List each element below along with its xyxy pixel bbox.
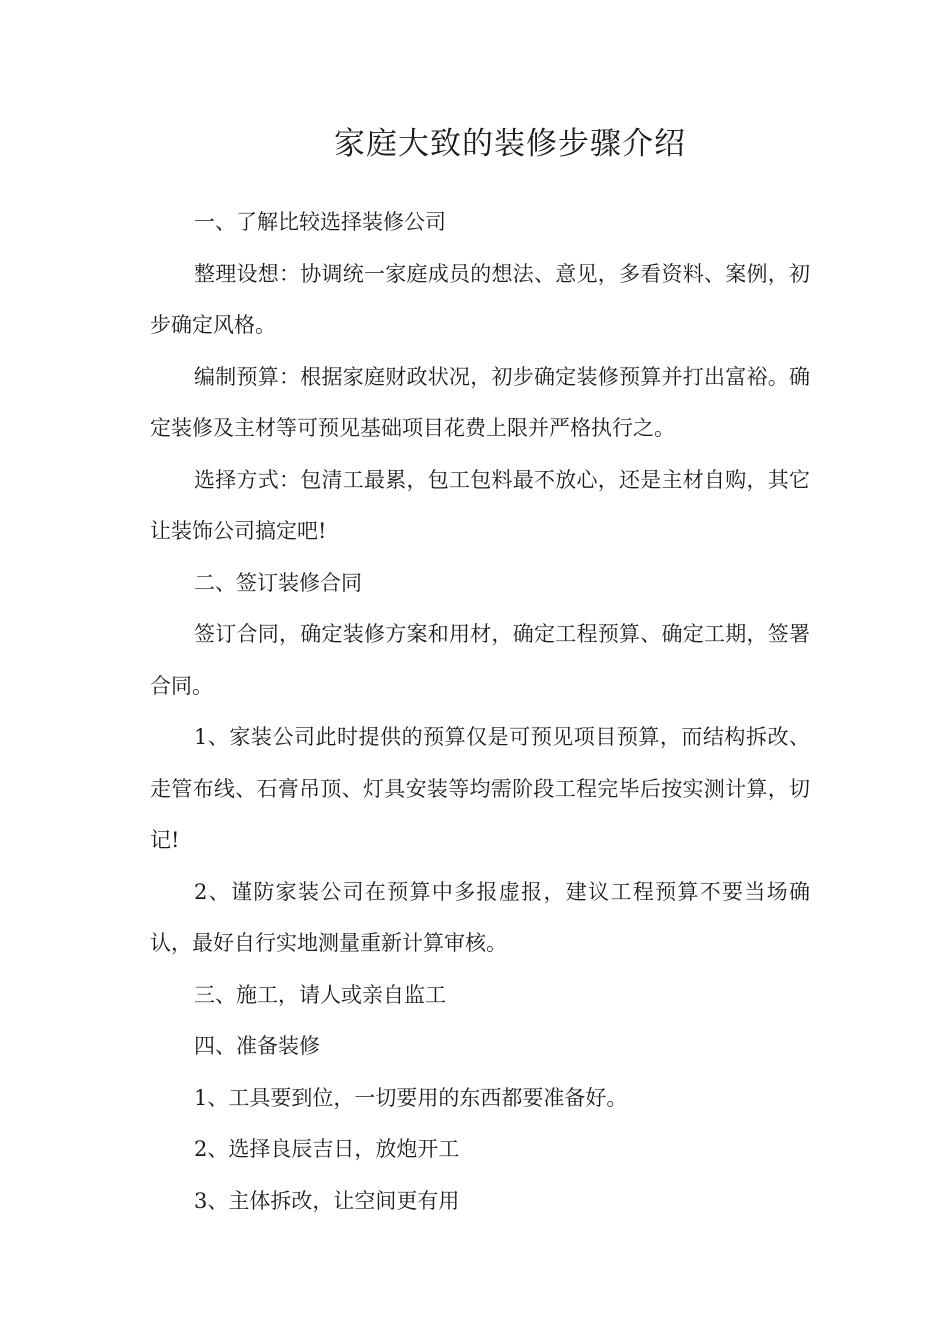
- body-paragraph: 选择方式：包清工最累，包工包料最不放心，还是主材自购，其它让装饰公司搞定吧!: [150, 467, 810, 543]
- body-paragraph: 整理设想：协调统一家庭成员的想法、意见，多看资料、案例，初步确定风格。: [150, 261, 810, 337]
- document-body: [150, 197, 810, 1227]
- body-paragraph: 1、家装公司此时提供的预算仅是可预见项目预算，而结构拆改、走管布线、石膏吊顶、灯具安装等均需阶段工程完毕后按实测计算，切记!: [150, 725, 810, 852]
- body-paragraph: 编制预算：根据家庭财政状况，初步确定装修预算并打出富裕。确定装修及主材等可预见基础项目花费上限并严格执行之。: [150, 364, 810, 440]
- section-heading-1: 一、了解比较选择装修公司: [194, 210, 446, 234]
- section-heading-2: 二、签订装修合同: [194, 570, 362, 595]
- section-heading-3: 三、施工，请人或亲自监工: [194, 982, 446, 1007]
- body-paragraph: 签订合同，确定装修方案和用材，确定工程预算、确定工期，签署合同。: [150, 622, 810, 698]
- section-heading-4: 四、准备装修: [194, 1034, 320, 1058]
- list-item: 3、主体拆改，让空间更有用: [194, 1188, 460, 1213]
- body-paragraph: 2、谨防家装公司在预算中多报虚报，建议工程预算不要当场确认，最好自行实地测量重新计算审核。: [150, 879, 810, 955]
- list-item: 1、工具要到位，一切要用的东西都要准备好。: [194, 1085, 628, 1110]
- document-title: 家庭大致的装修步骤介绍: [334, 126, 686, 162]
- list-item: 2、选择良辰吉日，放炮开工: [194, 1137, 460, 1161]
